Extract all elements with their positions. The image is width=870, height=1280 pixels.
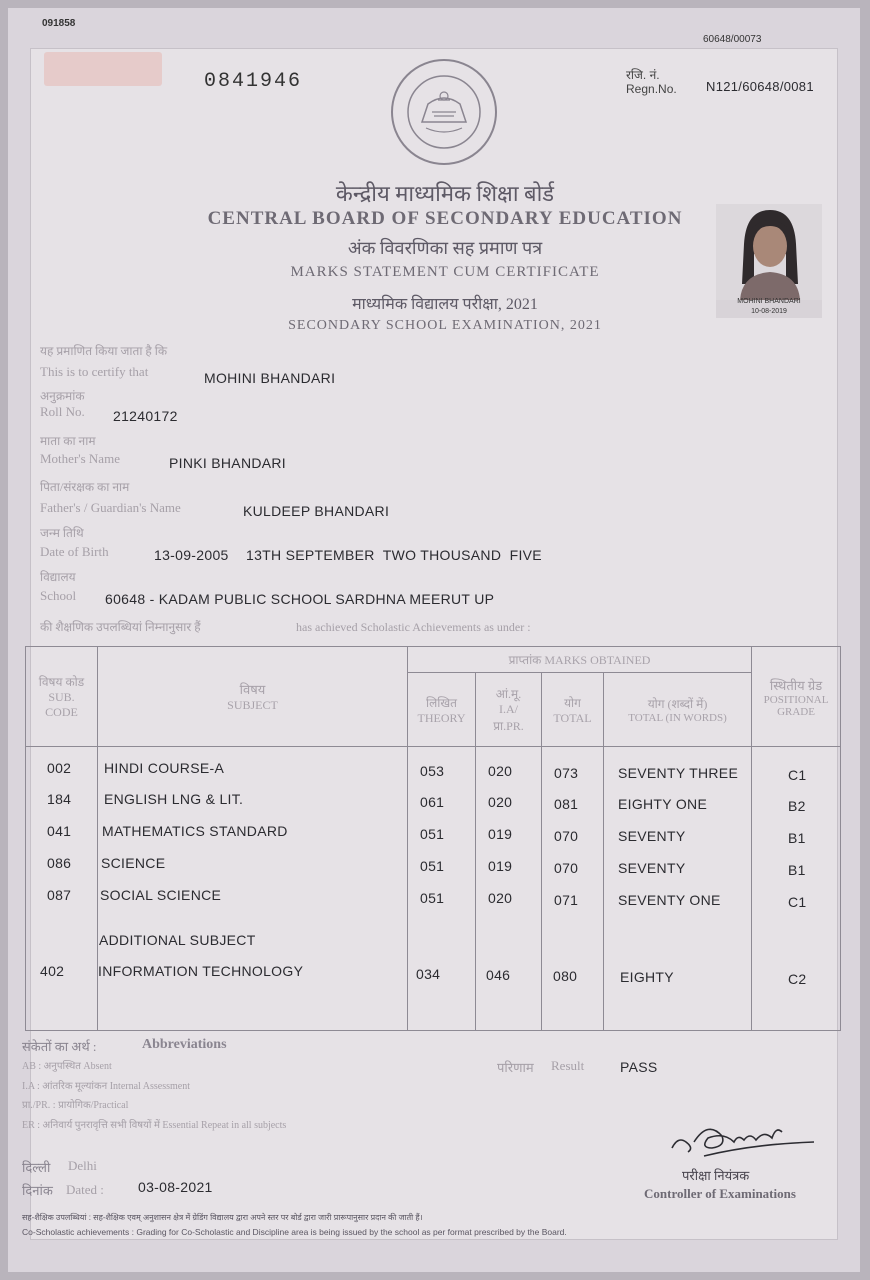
theory-marks: 051 — [420, 826, 445, 842]
footer-note-hindi: सह-शैक्षिक उपलब्धियां : सह-शैक्षिक एवम् अनुशासन क्षेत्र में ग्रेडिंग विद्यालय द्वारा अपने स्तर पर बोर्ड द्वारा जारी प्रारूपानुसार प्रदान की जाती हैं। — [22, 1213, 423, 1222]
grade: C1 — [788, 767, 807, 783]
board-name: CENTRAL BOARD OF SECONDARY EDUCATION — [207, 208, 683, 229]
father-label: Father's / Guardian's Name — [40, 500, 181, 515]
dated-label-hindi: दिनांक — [22, 1183, 53, 1198]
regn-label-hindi: रजि. नं. — [626, 68, 660, 82]
total-words: SEVENTY THREE — [618, 765, 739, 781]
ia-marks: 020 — [488, 794, 513, 810]
dated-label: Dated : — [66, 1182, 104, 1197]
abbreviations-heading: Abbreviations — [142, 1037, 227, 1052]
subject-name: SCIENCE — [101, 855, 166, 871]
certificate-title: MARKS STATEMENT CUM CERTIFICATE — [290, 264, 600, 280]
total-marks: 073 — [554, 765, 579, 781]
grade: C2 — [788, 971, 807, 987]
result-label-hindi: परिणाम — [497, 1060, 534, 1075]
grade: B1 — [788, 862, 806, 878]
subject-name: SOCIAL SCIENCE — [100, 887, 222, 903]
total-words: SEVENTY — [618, 828, 686, 844]
grade: B1 — [788, 830, 806, 846]
total-words: EIGHTY ONE — [618, 796, 708, 812]
ia-marks: 046 — [486, 967, 511, 983]
roll-label: Roll No. — [40, 404, 85, 419]
subject-name: MATHEMATICS STANDARD — [102, 823, 288, 839]
dob-words: 13TH SEPTEMBER TWO THOUSAND FIVE — [246, 547, 542, 563]
subject-name: HINDI COURSE-A — [104, 760, 225, 776]
subject-code: 002 — [47, 760, 72, 776]
total-words: SEVENTY ONE — [618, 892, 721, 908]
subject-code: 184 — [47, 791, 72, 807]
header-theory: लिखित THEORY — [408, 673, 476, 747]
header-total: योग TOTAL — [542, 673, 604, 747]
cell-words — [604, 747, 752, 1031]
mother-name: PINKI BHANDARI — [169, 455, 286, 471]
header-internal-assessment: आं.मू. I.A/ प्रा.PR. — [476, 673, 542, 747]
photo-caption-name: MOHINI BHANDARI — [737, 298, 801, 305]
dob-number: 13-09-2005 — [154, 547, 229, 563]
board-seal-icon — [388, 56, 500, 168]
total-marks: 071 — [554, 892, 579, 908]
subject-name: INFORMATION TECHNOLOGY — [98, 963, 304, 979]
place-label-hindi: दिल्ली — [22, 1160, 51, 1175]
regn-label: Regn.No. — [626, 82, 677, 96]
student-photo — [716, 204, 822, 318]
regn-number: N121/60648/0081 — [706, 79, 814, 94]
certify-label: This is to certify that — [40, 364, 149, 379]
place-label: Delhi — [68, 1158, 97, 1173]
mother-label: Mother's Name — [40, 451, 120, 466]
photo-caption-date: 10-08-2019 — [751, 308, 787, 315]
document-number: 091858 — [42, 18, 76, 29]
header-sub-code: विषय कोड SUB. CODE — [26, 647, 98, 747]
theory-marks: 051 — [420, 858, 445, 874]
abbr-absent: AB : अनुपस्थित Absent — [22, 1061, 112, 1072]
theory-marks: 061 — [420, 794, 445, 810]
subject-name: ENGLISH LNG & LIT. — [104, 791, 244, 807]
school-label-hindi: विद्यालय — [40, 570, 76, 584]
father-name: KULDEEP BHANDARI — [243, 503, 390, 519]
result-value: PASS — [620, 1059, 658, 1075]
subject-code: 041 — [47, 823, 72, 839]
exam-name-hindi: माध्यमिक विद्यालय परीक्षा, 2021 — [352, 296, 538, 313]
total-words: SEVENTY — [618, 860, 686, 876]
result-label: Result — [551, 1058, 585, 1073]
controller-label: Controller of Examinations — [644, 1186, 796, 1201]
abbr-practical: प्रा./PR. : प्रायोगिक/Practical — [22, 1100, 129, 1111]
issue-date: 03-08-2021 — [138, 1179, 213, 1195]
header-subject: विषय SUBJECT — [98, 647, 408, 747]
school-label: School — [40, 588, 77, 603]
subject-code: 402 — [40, 963, 65, 979]
abbreviations-heading-hindi: संकेतों का अर्थ : — [22, 1039, 97, 1054]
student-name: MOHINI BHANDARI — [204, 370, 336, 386]
header-positional-grade: स्थितीय ग्रेड POSITIONAL GRADE — [752, 647, 841, 747]
total-marks: 070 — [554, 828, 579, 844]
cell-ia — [476, 747, 542, 1031]
total-marks: 080 — [553, 968, 578, 984]
header-total-words: योग (शब्दों में) TOTAL (IN WORDS) — [604, 673, 752, 747]
footer-note: Co-Scholastic achievements : Grading for Co-Scholastic and Discipline area is being issued by the school as per format prescribed by the Board. — [22, 1227, 567, 1237]
total-words: EIGHTY — [620, 969, 674, 985]
dob-label-hindi: जन्म तिथि — [40, 526, 84, 540]
cell-grade — [752, 747, 841, 1031]
father-label-hindi: पिता/संरक्षक का नाम — [40, 480, 130, 494]
theory-marks: 034 — [416, 966, 441, 982]
theory-marks: 051 — [420, 890, 445, 906]
board-name-hindi: केन्द्रीय माध्यमिक शिक्षा बोर्ड — [335, 181, 555, 206]
abbr-essential-repeat: ER : अनिवार्य पुनरावृत्ति सभी विषयों में Essential Repeat in all subjects — [22, 1120, 287, 1131]
ia-marks: 019 — [488, 858, 513, 874]
controller-signature — [664, 1112, 820, 1164]
subject-code: 087 — [47, 887, 72, 903]
total-marks: 081 — [554, 796, 579, 812]
header-marks-obtained: प्राप्तांक MARKS OBTAINED — [408, 647, 752, 673]
roll-label-hindi: अनुक्रमांक — [40, 389, 85, 403]
roll-number: 21240172 — [113, 408, 178, 424]
ia-marks: 020 — [488, 763, 513, 779]
certificate-title-hindi: अंक विवरणिका सह प्रमाण पत्र — [347, 238, 543, 258]
mother-label-hindi: माता का नाम — [40, 434, 96, 448]
grade: C1 — [788, 894, 807, 910]
ia-marks: 019 — [488, 826, 513, 842]
serial-number: 0841946 — [204, 70, 303, 93]
abbr-internal-assessment: I.A : आंतरिक मूल्यांकन Internal Assessment — [22, 1081, 190, 1092]
cell-theory — [408, 747, 476, 1031]
faded-stamp — [44, 52, 162, 86]
controller-label-hindi: परीक्षा नियंत्रक — [682, 1168, 750, 1183]
additional-subject-label: ADDITIONAL SUBJECT — [99, 932, 256, 948]
dob-label: Date of Birth — [40, 544, 109, 559]
achieved-label: has achieved Scholastic Achievements as under : — [296, 620, 531, 634]
total-marks: 070 — [554, 860, 579, 876]
achieved-label-hindi: की शैक्षणिक उपलब्धियां निम्नानुसार हैं — [40, 620, 201, 634]
exam-name: SECONDARY SCHOOL EXAMINATION, 2021 — [288, 318, 602, 333]
theory-marks: 053 — [420, 763, 445, 779]
subject-code: 086 — [47, 855, 72, 871]
school-name: 60648 - KADAM PUBLIC SCHOOL SARDHNA MEERUT UP — [105, 591, 495, 607]
school-code-reference: 60648/00073 — [703, 34, 762, 45]
grade: B2 — [788, 798, 806, 814]
cell-total — [542, 747, 604, 1031]
certify-label-hindi: यह प्रमाणित किया जाता है कि — [40, 344, 168, 358]
ia-marks: 020 — [488, 890, 513, 906]
